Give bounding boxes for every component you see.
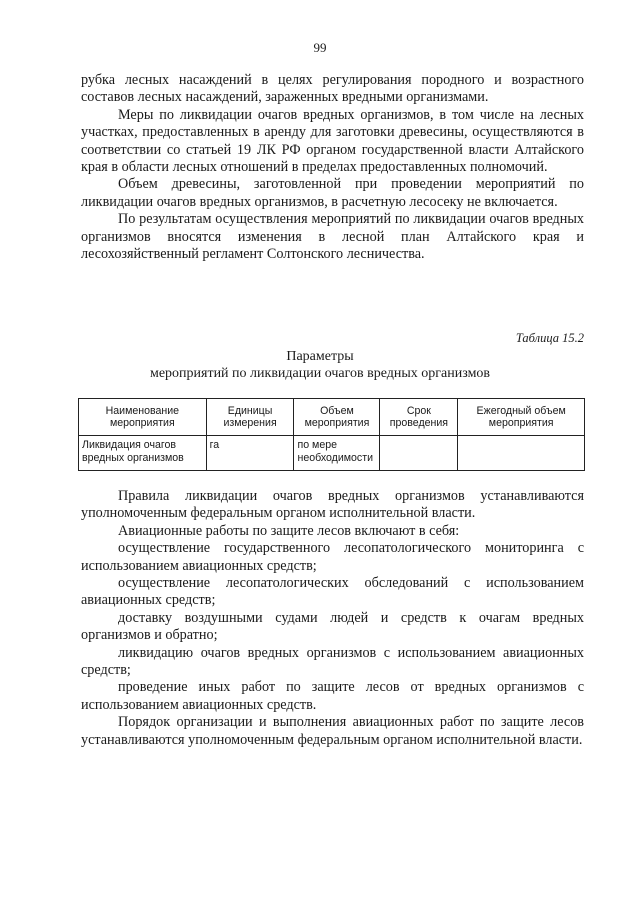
paragraph: Порядок организации и выполнения авиационных работ по защите лесов устанавливаются уполномоченным федеральным органом исполнительной власти. — [81, 714, 584, 748]
table-header-row — [79, 399, 585, 436]
table-cell — [380, 436, 458, 471]
paragraph: Объем древесины, заготовленной при проведении мероприятий по ликвидации очагов вредных организмов, в расчетную лесосеку не включается. — [81, 176, 584, 210]
paragraph: рубка лесных насаждений в целях регулирования породного и возрастного составов лесных насаждений, зараженных вредными организмами. — [81, 72, 584, 106]
text-block-bottom — [81, 488, 584, 749]
table-header-cell: Наименование мероприятия — [79, 399, 207, 436]
paragraph: осуществление лесопатологических обследований с использованием авиационных средств; — [81, 575, 584, 609]
paragraph: Правила ликвидации очагов вредных организмов устанавливаются уполномоченным федеральным органом исполнительной власти. — [81, 488, 584, 522]
paragraph: осуществление государственного лесопатологического мониторинга с использованием авиационных средств; — [81, 540, 584, 574]
parameters-table — [78, 398, 585, 471]
table-header-cell: Срок проведения — [380, 399, 458, 436]
table-subtitle-line: мероприятий по ликвидации очагов вредных организмов — [149, 366, 491, 381]
table-title-line: Параметры — [286, 349, 354, 364]
table-cell: га — [206, 436, 294, 471]
paragraph: доставку воздушными судами людей и средств к очагам вредных организмов и обратно; — [81, 609, 584, 644]
text-block-top — [81, 72, 584, 263]
table-title — [0, 348, 640, 382]
table-header-cell: Объем мероприятия — [294, 399, 380, 436]
table-header-cell: Единицы измерения — [206, 399, 294, 436]
table-row — [79, 436, 585, 471]
table-cell: Ликвидация очагов вредных организмов — [79, 436, 207, 471]
table-cell: по мере необходимости — [294, 436, 380, 471]
paragraph: проведение иных работ по защите лесов от вредных организмов с использованием авиационных средств. — [81, 679, 584, 713]
table-cell — [458, 436, 585, 471]
paragraph: Меры по ликвидации очагов вредных организмов, в том числе на лесных участках, предоставленных в аренду для заготовки древесины, осуществляются в соответствии со статьей 19 ЛК РФ органом государственной власти Алтайского края в области лесных отношений в пределах предоставленных полномочий. — [81, 106, 584, 176]
paragraph: ликвидацию очагов вредных организмов с использованием авиационных средств; — [81, 644, 584, 679]
page-number: 99 — [313, 40, 327, 55]
paragraph: Авиационные работы по защите лесов включают в себя: — [118, 522, 460, 539]
table-header-cell: Ежегодный объем мероприятия — [458, 399, 585, 436]
table-label: Таблица 15.2 — [515, 331, 584, 345]
paragraph: По результатам осуществления мероприятий по ликвидации очагов вредных организмов вносятся изменения в лесной план Алтайского края и лесохозяйственный регламент Солтонского лесничества. — [81, 211, 584, 263]
